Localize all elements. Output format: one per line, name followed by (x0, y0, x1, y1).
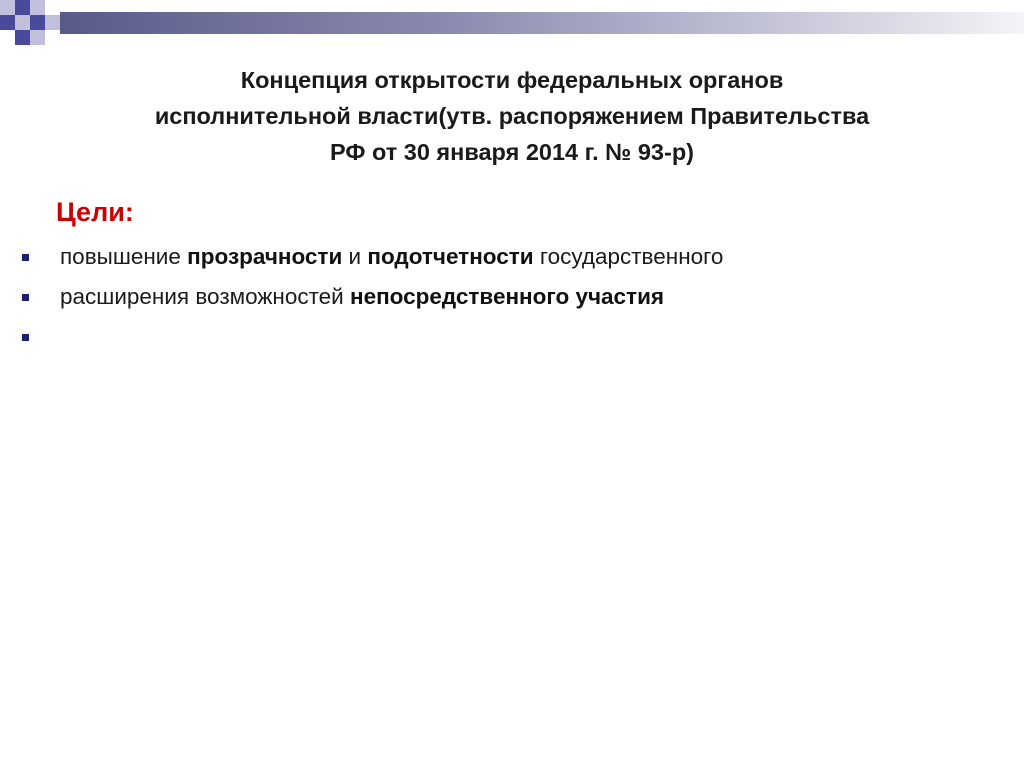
goal-text-run: расширения возможностей (60, 284, 350, 309)
decor-square (0, 15, 15, 30)
square-bullet-icon (22, 254, 29, 261)
square-bullet-icon (22, 294, 29, 301)
goal-item (0, 240, 1024, 274)
goal-text (60, 240, 1010, 274)
goal-text-run: государственного (533, 244, 724, 269)
slide-title (120, 62, 904, 170)
slide-title-line: исполнительной власти(утв. распоряжением Правительства (154, 103, 870, 129)
decor-square (15, 0, 30, 15)
decor-square (15, 30, 30, 45)
decor-square (15, 15, 30, 30)
decor-square (30, 15, 45, 30)
goal-item (0, 280, 1024, 314)
goal-emphasis: прозрачности (187, 244, 343, 269)
decor-square (0, 0, 15, 15)
goal-text-run: и (342, 244, 368, 269)
slide-title-line: РФ от 30 января 2014 г. № 93-р) (330, 139, 694, 165)
goal-emphasis: непосредственного участия (349, 284, 665, 309)
header-gradient-bar (60, 12, 1024, 34)
goal-text (60, 280, 1010, 314)
square-bullet-icon (22, 334, 29, 341)
header-decoration (0, 0, 1024, 60)
goal-text-run: повышение (60, 244, 188, 269)
decor-square (30, 30, 45, 45)
goals-list (0, 240, 1024, 320)
decor-square (30, 0, 45, 15)
goals-heading: Цели: (56, 197, 134, 227)
slide-title-line: Концепция открытости федеральных органов (240, 67, 784, 93)
goal-emphasis: подотчетности (367, 244, 534, 269)
decor-square (45, 15, 60, 30)
